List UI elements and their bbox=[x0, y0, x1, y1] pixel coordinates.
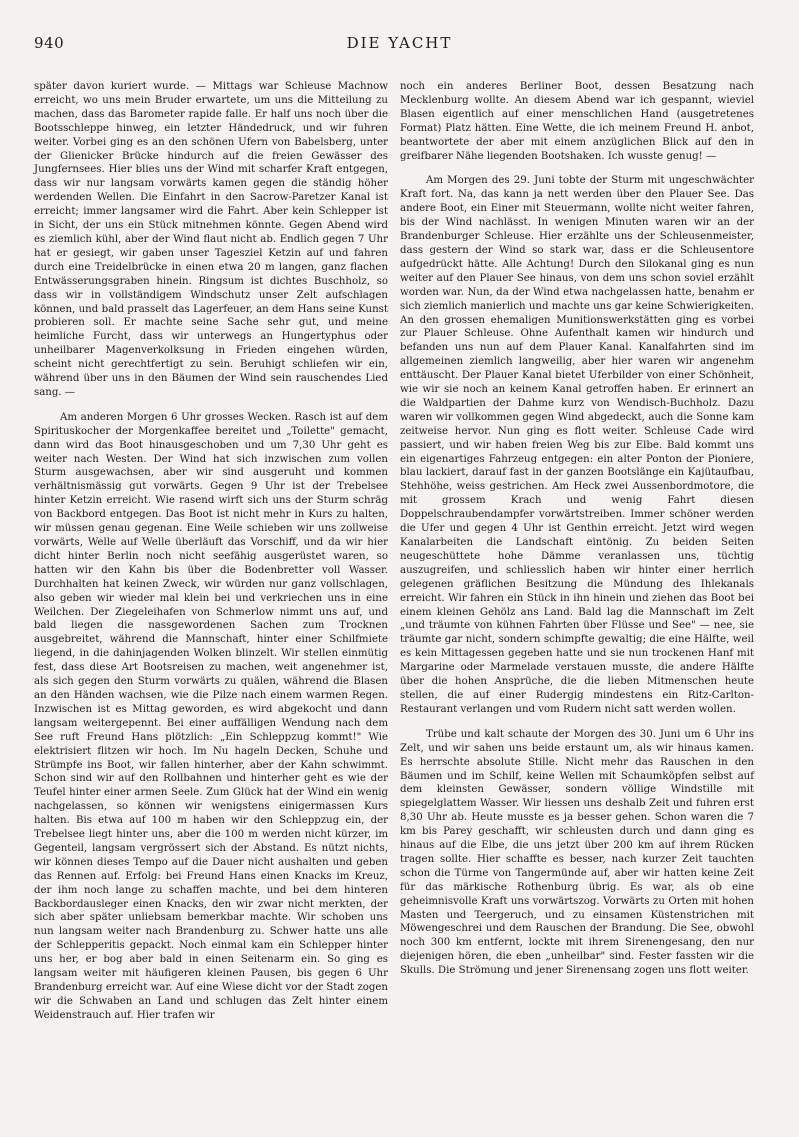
paragraph: noch ein anderes Berliner Boot, dessen Besatzung nach Mecklenburg wollte. An diesem Abend war ich gespannt, wieviel Blasen eigentlich auf einer menschlichen Hand (ausgetretenes Format) Platz hätten. Eine Wette, die ich meinem Freund H. anbot, beantwortete der aber mit einem anzüglichen Blick auf den in greifbarer Nähe liegenden Bootshaken. Ich wusste genug! — bbox=[400, 81, 754, 162]
paragraph: später davon kuriert wurde. — Mittags war Schleuse Machnow erreicht, wo uns mein Bruder erwartete, um uns die Mitteilung zu machen, dass das Barometer rapide falle. Er half uns noch über die Bootsschleppe hinweg, ein letzter Händedruck, und wir fuhren weiter. Vorbei ging es an den schönen Ufern von Babelsberg, unter der Glienicker Brücke hindurch auf die freien Gewässer des Jungfernsees. Hier blies uns der Wind mit scharfer Kraft entgegen, dass wir nur langsam vorwärts kamen gegen die ständig höher werdenden Wellen. Die Einfahrt in den Sacrow-Paretzer Kanal ist erreicht; immer langsamer wird die Fahrt. Aber kein Schlepper ist in Sicht, der uns ein Stück mitnehmen könnte. Gegen Abend wird es ziemlich kühl, aber der Wind flaut nicht ab. Endlich gegen 7 Uhr hat er gesiegt, wir gaben unser Tagesziel Ketzin auf und fahren durch eine Treidelbrücke in einen etwa 20 m langen, ganz flachen Entwässerungsgraben hinein. Ringsum ist dichtes Buschholz, so dass wir in vollständigem Windschutz unser Zelt aufschlagen können, und bald prasselt das Lagerfeuer, an dem Hans seine Kunst probieren soll. Er machte seine Sache sehr gut, und meine heimliche Furcht, dass wir unterwegs an Hungertyphus oder unheilbarer Magenverkolksung in Frieden eingehen würden, scheint nicht gerechtfertigt zu sein. Beruhigt schliefen wir ein, während über uns in den Bäumen der Wind sein rauschendes Lied sang. — bbox=[34, 81, 388, 398]
paragraph: Am anderen Morgen 6 Uhr grosses Wecken. Rasch ist auf dem Spirituskocher der Morgenkaffee bereitet und „Toilette" gemacht, dann wird das Boot hinausgeschoben und um 7,30 Uhr geht es weiter nach Westen. Der Wind hat sich inzwischen zum vollen Sturm ausgewachsen, aber wir sind ausgeruht und kommen verhältnismässig gut vorwärts. Gegen 9 Uhr ist der Trebelsee hinter Ketzin erreicht. Wie rasend wirft sich uns der Sturm schräg von Backbord entgegen. Das Boot ist nicht mehr in Kurs zu halten, wir müssen genau gegenan. Eine Weile schieben wir uns zollweise vorwärts, Welle auf Welle überläuft das Vorschiff, und da wir hier dicht hinter Berlin noch nicht seefähig ausgerüstet waren, so hatten wir den Kahn bis über die Bodenbretter voll Wasser. Durchhalten hat keinen Zweck, wir würden nur ganz vollschlagen, also geben wir wieder mal klein bei und verkriechen uns in eine Weilchen. Der Ziegeleihafen von Schmerlow nimmt uns auf, und bald liegen die nassgewordenen Sachen zum Trocknen ausgebreitet, während die Mannschaft, hinter einer Schilfmiete liegend, in die dahinjagenden Wolken blinzelt. Wir stellen einmütig fest, dass diese Art Bootsreisen zu machen, weit angenehmer ist, als sich gegen den Sturm vorwärts zu quälen, während die Blasen an den Händen wachsen, wie die Pilze nach einem warmen Regen. Inzwischen ist es Mittag geworden, es wird abgekocht und dann langsam weitergepennt. Bei einer auffälligen Wendung nach dem See ruft Freund Hans plötzlich: „Ein Schleppzug kommt!" Wie elektrisiert flitzen wir hoch. Im Nu hageln Decken, Schuhe und Strümpfe ins Boot, wir fallen hinterher, aber der Kahn schwimmt. Schon sind wir auf den Rollbahnen und hinterher geht es wie der Teufel hinter einer armen Seele. Zum Glück hat der Wind ein wenig nachgelassen, so können wir wenigstens einigermassen Kurs halten. Bis etwa auf 100 m haben wir den Schleppzug ein, der Trebelsee liegt hinter uns, aber die 100 m werden nicht kürzer, im Gegenteil, langsam vergrössert sich der Abstand. Es nützt nichts, wir können dieses Tempo auf die Dauer nicht aushalten und geben das Rennen auf. Erfolg: bei Freund Hans einen Knacks im Kreuz, der ihm noch lange zu schaffen machte, und bei dem hinteren Backbordausleger einen Knacks, den wir zwar nicht merkten, der sich aber später unliebsam bemerkbar machte. Wir schoben uns nun langsam weiter nach Brandenburg zu. Schwer hatte uns alle der Schlepperitis gepackt. Noch einmal kam ein Schlepper hinter uns her, er bog aber bald in einen Seitenarm ein. So ging es langsam weiter mit häufigeren kleinen Pausen, bis gegen 6 Uhr Brandenburg erreicht war. Auf eine Wiese dicht vor der Stadt zogen wir die Schwaben an Land und schlugen das Zelt hinter einem Weidenstrauch auf. Hier trafen wir bbox=[34, 411, 388, 1021]
left-column bbox=[34, 80, 388, 1023]
right-column bbox=[400, 80, 754, 978]
running-title: DIE YACHT bbox=[346, 34, 453, 52]
paragraph: Am Morgen des 29. Juni tobte der Sturm mit ungeschwächter Kraft fort. Na, das kann ja nett werden über den Plauer See. Das andere Boot, ein Einer mit Steuermann, wollte nicht weiter fahren, bis der Wind nachlässt. In wenigen Minuten waren wir an der Brandenburger Schleuse. Hier erzählte uns der Schleusenmeister, dass gestern der Wind so stark war, dass er die Schleusentore aufgedrückt hätte. Alle Achtung! Durch den Silokanal ging es nun weiter auf den Plauer See hinaus, von dem uns schon soviel erzählt worden war. Nun, da der Wind etwa nachgelassen hatte, benahm er sich ziemlich manierlich und machte uns gar keine Schwierigkeiten. An den grossen ehemaligen Munitionswerkstätten ging es vorbei zur Plauer Schleuse. Ohne Aufenthalt kamen wir hindurch und befanden uns nun auf dem Plauer Kanal. Kanalfahrten sind im allgemeinen ziemlich langweilig, aber hier waren wir angenehm enttäuscht. Der Plauer Kanal bietet Uferbilder von einer Schönheit, wie wir sie noch an keinem Kanal getroffen haben. Er erinnert an die Waldpartien der Dahme kurz von Wendisch-Buchholz. Dazu waren wir vollkommen gegen Wind abgedeckt, auch die Sonne kam zeitweise hervor. Nun ging es flott weiter. Schleuse Cade wird passiert, und wir haben freien Weg bis zur Elbe. Bald kommt uns ein eigenartiges Fahrzeug entgegen: ein alter Ponton der Pioniere, blau lackiert, darauf fast in der ganzen Bootslänge ein Kajütaufbau, Stehhöhe, weiss gestrichen. Am Heck zwei Aussenbordmotore, die mit grossem Krach und wenig Fahrt diesen Doppelschraubendampfer vorwärtstreiben. Immer schöner werden die Ufer und gegen 4 Uhr ist Genthin erreicht. Jetzt wird wegen Kanalarbeiten die Landschaft eintönig. Zu beiden Seiten neugeschüttete hohe Dämme veranlassen uns, tüchtig auszugreifen, und schliesslich haben wir hinter einer herrlich gelegenen gräflichen Besitzung die Mündung des Ihlekanals erreicht. Wir fahren ein Stück in ihn hinein und ziehen das Boot bei einem kleinen Gehölz ans Land. Bald lag die Mannschaft im Zelt „und träumte von kühnen Fahrten über Flüsse und See" — nee, sie träumte gar nicht, sondern schimpfte gewaltig; die eine Hälfte, weil es kein Mittagessen gegeben hatte und sie nun trockenen Hanf mit Margarine oder Marmelade verstauen musste, die andere Hälfte über die hohen Ansprüche, die die lieben Mitmenschen heute stellen, die auf einer Rudergig mindestens ein Ritz-Carlton-Restaurant verlangen und vom Rudern nicht satt werden wollen. bbox=[400, 175, 754, 715]
page-number: 940 bbox=[34, 34, 65, 52]
paragraph: Trübe und kalt schaute der Morgen des 30. Juni um 6 Uhr ins Zelt, und wir sahen uns beide erstaunt um, als wir hinaus kamen. Es herrschte absolute Stille. Nicht mehr das Rauschen in den Bäumen und im Schilf, keine Wellen mit Schaumköpfen selbst auf dem kleinsten Gewässer, sondern völlige Windstille mit spiegelglattem Wasser. Wir liessen uns deshalb Zeit und fuhren erst 8,30 Uhr ab. Heute musste es ja besser gehen. Schon waren die 7 km bis Parey geschafft, wir schleusten durch und dann ging es hinaus auf die Elbe, die uns jetzt über 200 km auf ihrem Rücken tragen sollte. Hier schaffte es besser, nach kurzer Zeit tauchten schon die Türme von Tangermünde auf, aber wir hatten keine Zeit für das märkische Rothenburg übrig. Es war, als ob eine geheimnisvolle Kraft uns vorwärtszog. Vorwärts zu Orten mit hohen Masten und Teergeruch, und zu einsamen Küstenstrichen mit Möwengeschrei und dem Rauschen der Brandung. Die See, obwohl noch 300 km entfernt, lockte mit ihrem Sirenengesang, den nur diejenigen hören, die eben „unheilbar" sind. Fester fassten wir die Skulls. Die Strömung und jener Sirenensang zogen uns flott weiter. bbox=[400, 728, 754, 977]
